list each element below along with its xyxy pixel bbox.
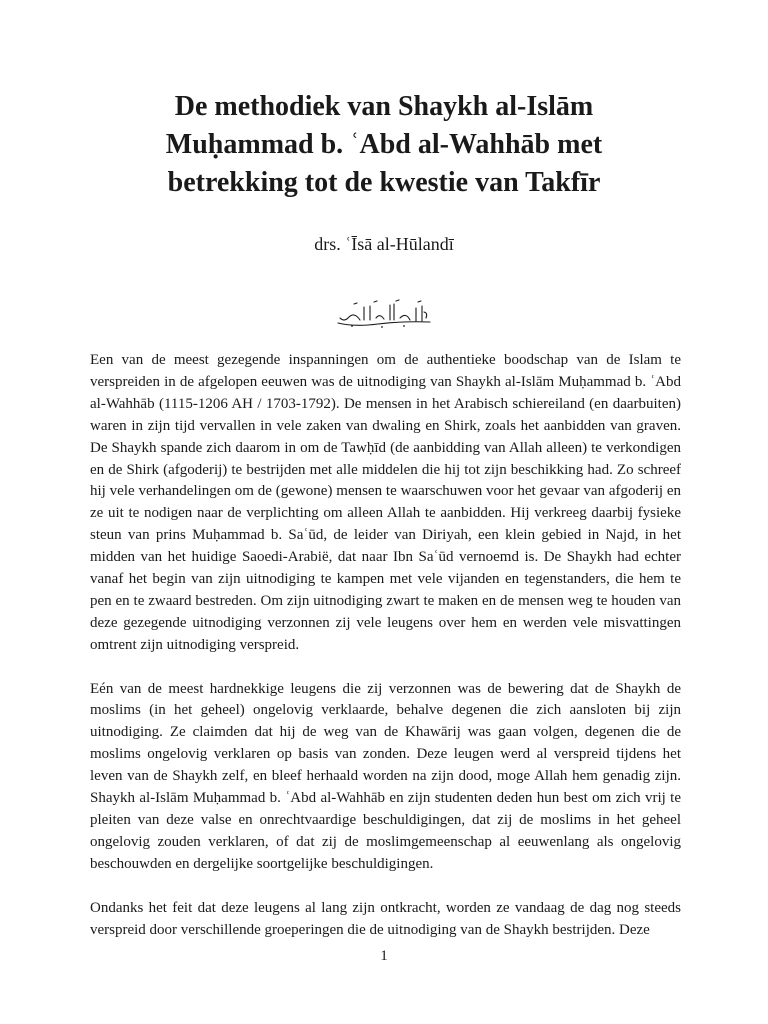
title-line: De methodiek van Shaykh al-Islām: [174, 91, 594, 122]
document-title: [90, 88, 678, 202]
paragraph: Eén van de meest hardnekkige leugens die zij verzonnen was de bewering dat de Shaykh de moslims (in het geheel) ongelovig verklaarde, behalve degenen die zich aansloten bij zijn uitnodiging. Ze claimden dat hij de weg van de Khawārij was gaan volgen, degenen die de moslims ongelovig verklaren op basis van zonden. Deze leugen werd al verspreid tijdens het leven van de Shaykh zelf, en bleef herhaald worden na zijn dood, moge Allah hem genadig zijn. Shaykh al-Islām Muḥammad b. ʿAbd al-Wahhāb en zijn studenten deden hun best om zich vrij te pleiten van deze valse en onrechtvaardige beschuldigingen, dat zij de moslims in het geheel ongelovig zouden verklaren, of dat zij de moslimgemeenschap al eeuwenlang als ongelovig beschouwden en dergelijke soortgelijke beschuldigingen.: [90, 680, 681, 872]
paragraph: Een van de meest gezegende inspanningen om de authentieke boodschap van de Islam te verspreiden in de afgelopen eeuwen was de uitnodiging van Shaykh al-Islām Muḥammad b. ʿAbd al-Wahhāb (1115-1206 AH / 1703-1792). De mensen in het Arabisch schiereiland (en daarbuiten) waren in zijn tijd vervallen in vele zaken van dwaling en Shirk, zoals het aanbidden van graven. De Shaykh spande zich daarom in om de Tawḥīd (de aanbidding van Allah alleen) te verkondigen en de Shirk (afgoderij) te bestrijden met alle middelen die hij tot zijn beschikking had. Zo schreef hij vele verhandelingen om de (gewone) mensen te waarschuwen voor het gevaar van afgoderij en ze uit te nodigen naar de verplichting om alleen Allah te aanbidden. Hij verkreeg daarbij fysieke steun van prins Muḥammad b. Saʿūd, de leider van Diriyah, een klein gebied in Najd, in het midden van het huidige Saoedi-Arabië, dat naar Ibn Saʿūd vernoemd is. De Shaykh had echter vanaf het begin van zijn uitnodiging te kampen met vele vijanden en tegenstanders, die hem te pen en te zwaard bestreden. Om zijn uitnodiging zwart te maken en de mensen weg te houden van deze gezegende uitnodiging verzonnen zij vele leugens over hem en werden vele misvattingen omtrent zijn uitnodiging verspreid.: [90, 352, 681, 653]
title-line: Muḥammad b. ʿAbd al-Wahhāb met: [165, 129, 603, 160]
page-number: 1: [380, 948, 388, 964]
paragraph: Ondanks het feit dat deze leugens al lang zijn ontkracht, worden ze vandaag de dag nog steeds verspreid door verschillende groeperingen die de uitnodiging van de Shaykh bestrijden. Deze: [90, 899, 681, 938]
author-name: drs. ʿĪsā al-Hūlandī: [314, 234, 454, 254]
body-text: [90, 350, 681, 963]
title-line: betrekking tot de kwestie van Takfīr: [167, 167, 601, 198]
basmala-calligraphy: [334, 296, 434, 330]
